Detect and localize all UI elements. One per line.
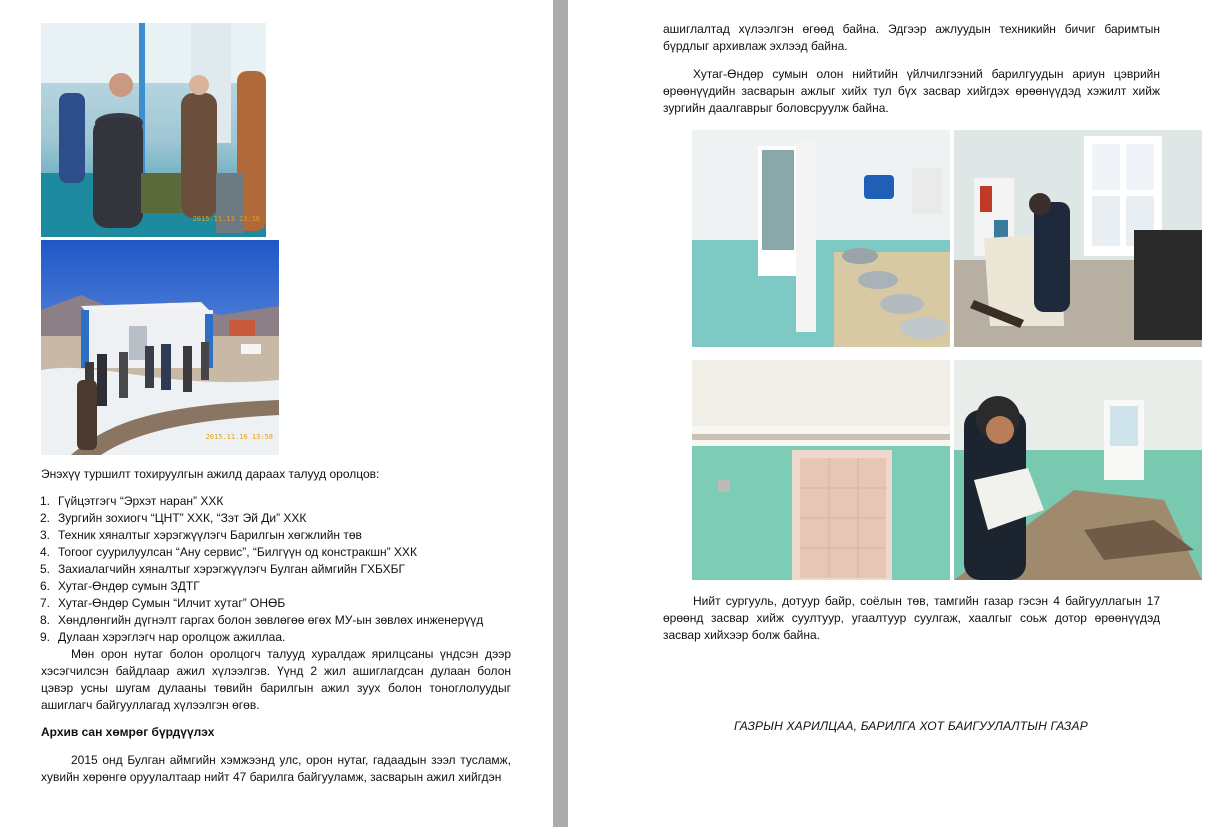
boiler-room-photo: [41, 23, 266, 237]
section-heading: Архив сан хөмрөг бүрдүүлэх: [41, 725, 215, 739]
renovation-paragraph: Хутаг-Өндөр сумын олон нийтийн үйлчилгээний барилгуудын ариун цэврийн өрөөнүүдийн засварын ажлыг хийх тул бүх засвар хийгдэх өрөөнүүдэд хэжилт хийж зургийн даалгаврыг боловсруулж байна.: [663, 67, 1160, 115]
organization-footer: ГАЗРЫН ХАРИЛЦАА, БАРИЛГА ХОТ БАИГУУЛАЛТЫН ГАЗАР: [734, 719, 1088, 733]
classroom-worker-photo: [954, 130, 1202, 347]
archive-section-text: 2015 онд Булган аймгийн хэмжээнд улс, орон нутаг, гадаадын зээл тусламж, хувийн хөрөнгө оруулалтаар нийт 47 барилга байгууламж, засварын ажил хийгдэн: [41, 753, 511, 784]
list-item: 7. Хутаг-Өндөр Сумын “Илчит хутаг” ОНӨБ: [39, 596, 286, 610]
heating-station-exterior-photo: [41, 240, 279, 455]
list-item: 5. Захиалагчийн хяналтыг хэрэгжүүлэгч Булган аймгийн ГХБХБГ: [39, 562, 405, 576]
photo-timestamp: 2015.11.13 13:16: [192, 215, 260, 223]
handover-summary: Мөн орон нутаг болон оролцогч талууд хуралдаж ярилцсаны үндсэн дээр хэсэгчилсэн байдлаар ажил хүлээлгэв. Үүнд 2 жил ашиглагдсан дулаан болон цэвэр усны шугам дулааны төвийн барилгын ажил зуух болон тоноглолуудыг ашиглагч байгууллагад хүлээлгэн өгөв.: [41, 647, 511, 712]
list-item: 6. Хутаг-Өндөр сумын ЗДТГ: [39, 579, 200, 593]
list-item: 8. Хөндлөнгийн дүгнэлт гаргах болон зөвлөгөө өгөх МУ-ын зөвлөх инженерүүд: [39, 613, 484, 627]
document-page-left: [0, 0, 553, 827]
corridor-debris-photo: [954, 360, 1202, 580]
list-item: 1. Гүйцэтгэгч “Эрхэт наран” ХХК: [39, 494, 224, 508]
damaged-wall-photo: [692, 360, 950, 580]
renovation-plan-paragraph: Нийт сургууль, дотуур байр, соёлын төв, тамгийн газар гэсэн 4 байгууллагын 17 өрөөнд засвар хийж суултуур, угаалтуур суулгаж, хаалгыг соьж дотор өрөөнүүдэд засвар хийхээр болж байна.: [663, 594, 1160, 642]
photo-timestamp: 2015.11.16 13:58: [205, 433, 273, 441]
washroom-sinks-photo: [692, 130, 950, 347]
participants-intro: Энэхүү туршилт тохируулгын ажилд дараах талууд оролцов:: [41, 467, 380, 481]
list-item: 3. Техник хяналтыг хэрэгжүүлэгч Барилгын хөгжлийн төв: [39, 528, 362, 542]
list-item: 4. Тогоог суурилуулсан “Ану сервис”, “Билгүүн од констракшн” ХХК: [39, 545, 417, 559]
participants-list: [30, 493, 483, 646]
continuation-text: ашиглалтад хүлээлгэн өгөөд байна. Эдгээр ажлуудын техникийн бичиг баримтын бүрдлыг архивлаж эхлээд байна.: [663, 22, 1160, 53]
document-page-right: [568, 0, 1207, 827]
list-item: 9. Дулаан хэрэглэгч нар оролцож ажиллаа.: [39, 630, 286, 644]
list-item: 2. Зургийн зохиогч “ЦНТ” ХХК, “Зэт Эй Ди” ХХК: [39, 511, 307, 525]
